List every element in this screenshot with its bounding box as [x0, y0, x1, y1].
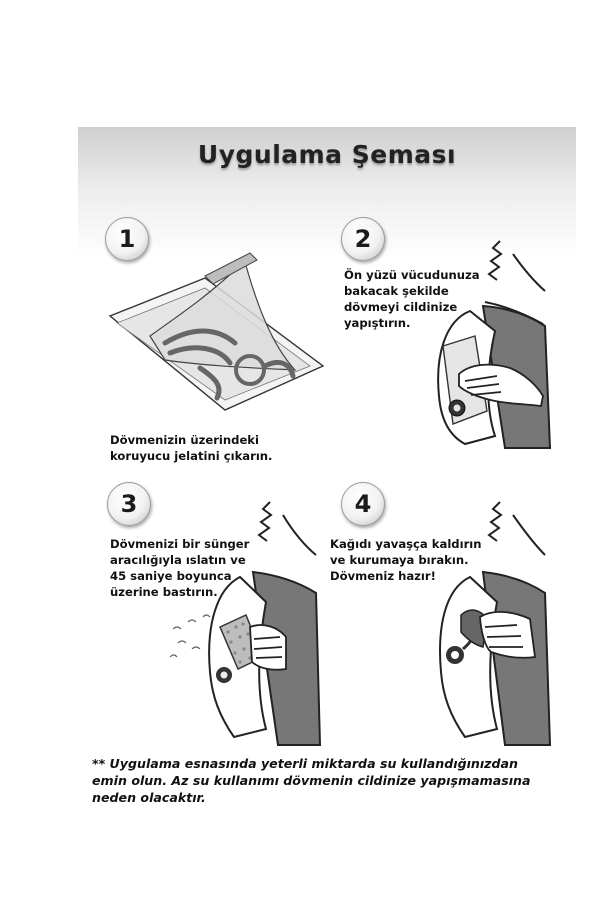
step-3-caption: Dövmenizi bir sünger aracılığıyla ıslatın ve 45 saniye boyunca üzerine bastırın.: [110, 537, 250, 599]
step-4-illustration: [425, 497, 550, 745]
step-2-number-badge: 2: [341, 217, 385, 261]
step-3-illustration: [168, 497, 320, 745]
pressing-hand: [250, 625, 286, 670]
step-1-number-badge: 1: [105, 217, 149, 261]
water-splash: [170, 615, 210, 657]
page-title: Uygulama Şeması: [197, 140, 457, 169]
step-1-caption: Dövmenizin üzerindeki koruyucu jelatini çıkarın.: [110, 433, 273, 463]
jaw-outline: [489, 241, 545, 291]
step-1-illustration: [105, 248, 330, 428]
step-2-caption: Ön yüzü vücudunuza bakacak şekilde dövmeyi cildinize yapıştırın.: [344, 268, 480, 330]
step-4-caption: Kağıdı yavaşça kaldırın ve kurumaya bırakın. Dövmeniz hazır!: [330, 537, 482, 583]
step-3-number-badge: 3: [107, 482, 151, 526]
step-4-number-badge: 4: [341, 482, 385, 526]
tattoo-paper-on-arm: [216, 667, 232, 683]
footer-note: ** Uygulama esnasında yeterli miktarda su kullandığınızdan emin olun. Az su kullanımı dövmenin cildinize yapışmamasına neden olacaktır.: [92, 756, 531, 805]
